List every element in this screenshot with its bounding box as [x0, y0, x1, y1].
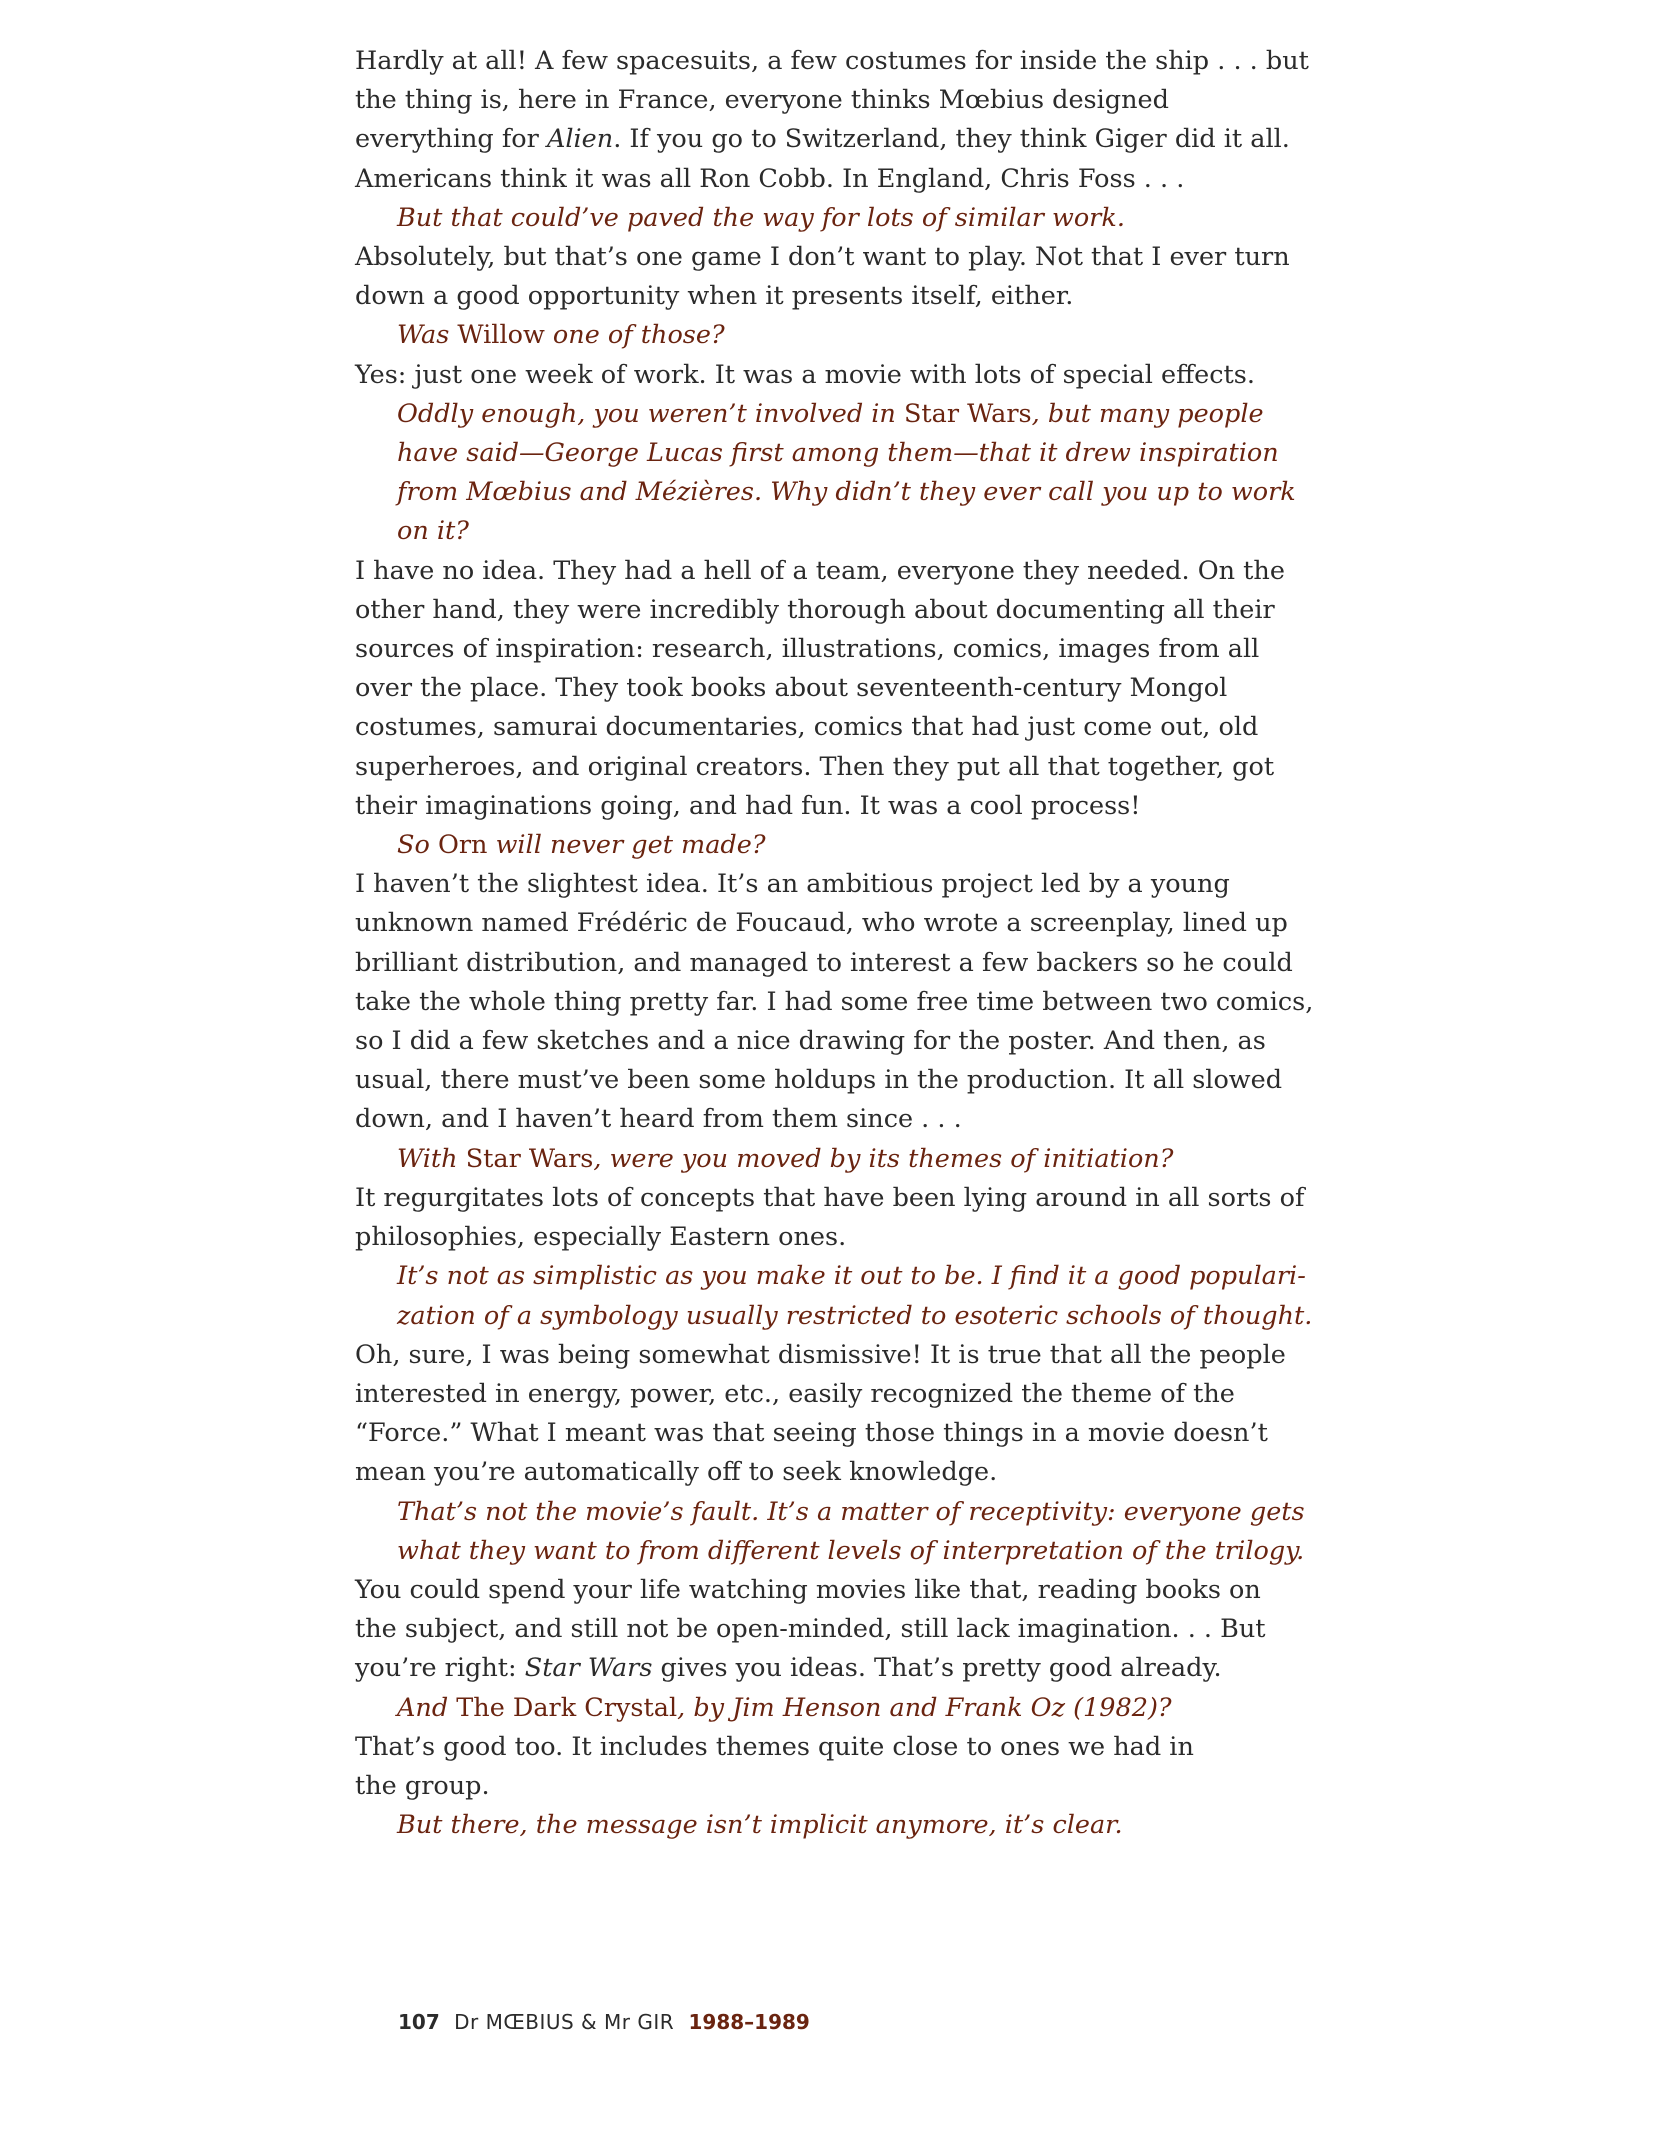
- text-run: you’re right:: [355, 1653, 525, 1684]
- text-run: , but many people: [1031, 398, 1264, 429]
- answer-paragraph: [355, 356, 1315, 395]
- answer-paragraph: [355, 238, 1315, 316]
- text-line: brilliant distribution, and managed to interest a few backers so he could: [355, 947, 1293, 978]
- text-run: , were you moved by its themes of initiation?: [593, 1143, 1174, 1174]
- text-line: Yes: just one week of work. It was a movie with lots of special effects.: [355, 359, 1255, 390]
- film-title: Star Wars: [465, 1143, 594, 1174]
- question-paragraph: [355, 1257, 1315, 1335]
- text-run: gives you ideas. That’s pretty good already.: [652, 1653, 1222, 1684]
- question-paragraph: [355, 316, 1315, 355]
- text-line: Oh, sure, I was being somewhat dismissive! It is true that all the people: [355, 1339, 1286, 1370]
- page-number: 107: [398, 2010, 440, 2034]
- text-line: That’s not the movie’s fault. It’s a matter of receptivity: everyone gets: [397, 1496, 1305, 1527]
- text-run: everything for: [355, 124, 547, 155]
- text-line: Hardly at all! A few spacesuits, a few costumes for inside the ship . . . but: [355, 46, 1309, 76]
- text-line: [397, 1689, 1315, 1728]
- page-footer: [398, 2009, 810, 2035]
- text-line: have said—George Lucas first among them—that it drew inspiration: [397, 438, 1279, 469]
- text-line: I have no idea. They had a hell of a team, everyone they needed. On the: [355, 555, 1285, 586]
- text-line: usual, there must’ve been some holdups in the production. It all slowed: [355, 1065, 1283, 1096]
- question-paragraph: [355, 826, 1315, 865]
- question-paragraph: [355, 199, 1315, 238]
- text-line: from Mœbius and Mézières. Why didn’t they ever call you up to work: [397, 477, 1296, 508]
- text-line: zation of a symbology usually restricted to esoteric schools of thought.: [397, 1300, 1313, 1331]
- question-paragraph: [355, 1689, 1315, 1728]
- text-line: so I did a few sketches and a nice drawing for the poster. And then, as: [355, 1026, 1266, 1057]
- answer-paragraph: [355, 1571, 1315, 1689]
- text-line: down, and I haven’t heard from them since . . .: [355, 1104, 962, 1135]
- text-line: superheroes, and original creators. Then they put all that together, got: [355, 751, 1275, 782]
- text-run: With: [397, 1143, 466, 1174]
- text-line: the subject, and still not be open-minded, still lack imagination. . . But: [355, 1614, 1266, 1645]
- running-title: Dr MŒBIUS & Mr GIR: [454, 2010, 675, 2034]
- text-line: It regurgitates lots of concepts that have been lying around in all sorts of: [355, 1182, 1305, 1213]
- text-line: take the whole thing pretty far. I had some free time between two comics,: [355, 986, 1314, 1017]
- text-line: [355, 1649, 1315, 1688]
- text-line: what they want to from different levels of interpretation of the trilogy.: [397, 1535, 1305, 1566]
- answer-paragraph: [355, 1728, 1315, 1806]
- question-paragraph: [355, 395, 1315, 552]
- text-line: over the place. They took books about seventeenth-century Mongol: [355, 673, 1228, 704]
- text-line: Absolutely, but that’s one game I don’t want to play. Not that I ever turn: [355, 242, 1290, 273]
- text-line: mean you’re automatically off to seek knowledge.: [355, 1457, 998, 1488]
- question-paragraph: [355, 1140, 1315, 1179]
- text-line: [397, 316, 1315, 355]
- text-line: interested in energy, power, etc., easily recognized the theme of the: [355, 1378, 1235, 1409]
- text-line: other hand, they were incredibly thorough about documenting all their: [355, 594, 1275, 625]
- text-line: on it?: [397, 516, 469, 547]
- text-run: Oddly enough, you weren’t involved in: [397, 398, 904, 429]
- text-run: . If you go to Switzerland, they think Giger did it all.: [613, 124, 1290, 155]
- text-line: down a good opportunity when it presents itself, either.: [355, 281, 1074, 312]
- text-line: their imaginations going, and had fun. It was a cool process!: [355, 790, 1141, 821]
- interview-text: [355, 42, 1315, 1845]
- text-run: So: [397, 830, 438, 861]
- text-run: one of those?: [544, 320, 725, 351]
- answer-paragraph: [355, 865, 1315, 1139]
- film-title: Star Wars: [524, 1653, 653, 1684]
- answer-paragraph: [355, 42, 1315, 199]
- text-run: will never get made?: [487, 830, 766, 861]
- film-title: The Dark Crystal: [456, 1692, 678, 1723]
- text-line: You could spend your life watching movies like that, reading books on: [355, 1574, 1261, 1605]
- text-line: the thing is, here in France, everyone thinks Mœbius designed: [355, 85, 1169, 116]
- film-title: Star Wars: [903, 398, 1032, 429]
- film-title: Orn: [437, 830, 488, 861]
- film-title: Willow: [457, 320, 545, 351]
- text-run: , by Jim Henson and Frank Oz (1982)?: [677, 1692, 1172, 1723]
- text-line: It’s not as simplistic as you make it out to be. I find it a good populari-: [397, 1261, 1306, 1292]
- film-title: Alien: [546, 124, 614, 155]
- answer-paragraph: [355, 1336, 1315, 1493]
- answer-paragraph: [355, 552, 1315, 826]
- text-line: sources of inspiration: research, illustrations, comics, images from all: [355, 634, 1260, 665]
- text-line: But that could’ve paved the way for lots of similar work.: [397, 202, 1125, 233]
- text-line: But there, the message isn’t implicit anymore, it’s clear.: [397, 1810, 1123, 1841]
- question-paragraph: [355, 1493, 1315, 1571]
- text-line: [397, 826, 1315, 865]
- question-paragraph: [355, 1806, 1315, 1845]
- text-run: And: [397, 1692, 457, 1723]
- text-line: [397, 395, 1315, 434]
- text-line: [355, 120, 1315, 159]
- text-line: Americans think it was all Ron Cobb. In England, Chris Foss . . .: [355, 163, 1185, 194]
- chapter-years: 1988–1989: [688, 2010, 810, 2034]
- text-line: I haven’t the slightest idea. It’s an ambitious project led by a young: [355, 869, 1230, 900]
- text-run: Was: [397, 320, 458, 351]
- answer-paragraph: [355, 1179, 1315, 1257]
- text-line: [397, 1140, 1315, 1179]
- text-line: That’s good too. It includes themes quite close to ones we had in: [355, 1731, 1194, 1762]
- text-line: philosophies, especially Eastern ones.: [355, 1222, 847, 1253]
- text-line: unknown named Frédéric de Foucaud, who wrote a screenplay, lined up: [355, 908, 1288, 939]
- text-line: the group.: [355, 1770, 490, 1801]
- text-line: “Force.” What I meant was that seeing those things in a movie doesn’t: [355, 1418, 1268, 1449]
- text-line: costumes, samurai documentaries, comics that had just come out, old: [355, 712, 1259, 743]
